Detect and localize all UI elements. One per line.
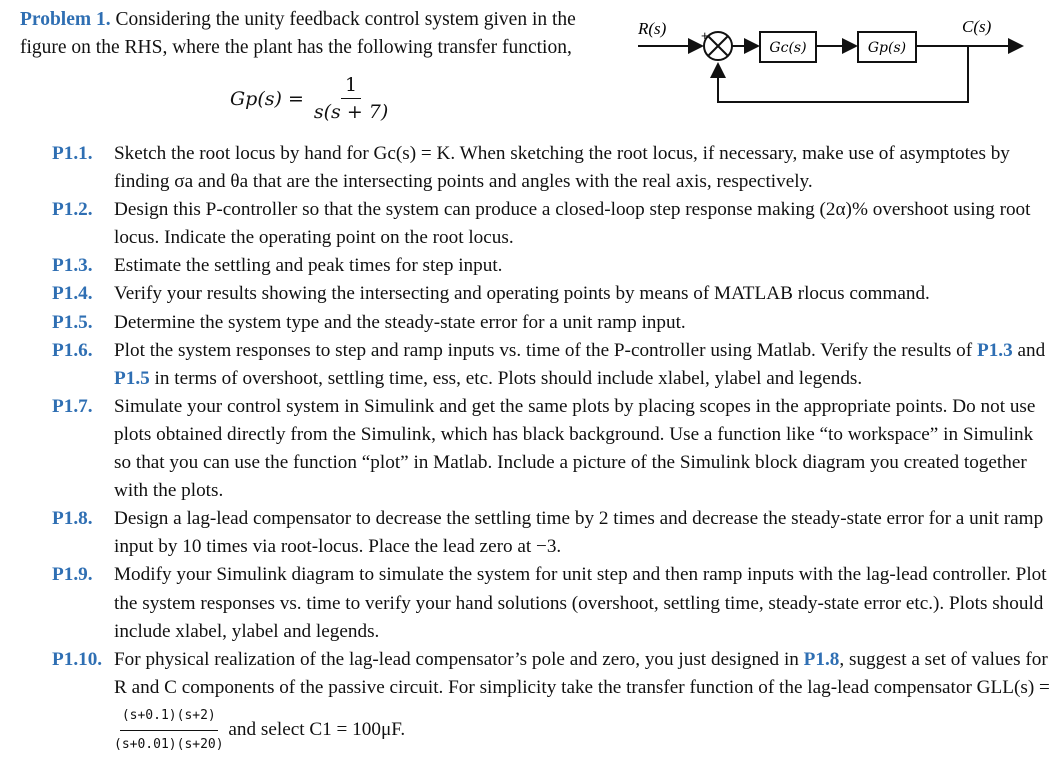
feedback-path bbox=[718, 46, 968, 102]
item-number: P1.7. bbox=[52, 395, 93, 417]
item-text bbox=[114, 646, 1052, 759]
block-diagram bbox=[630, 10, 1050, 110]
item-number: P1.8. bbox=[52, 508, 93, 530]
list-item bbox=[52, 196, 1052, 252]
item-number: P1.6. bbox=[52, 339, 93, 361]
item-text: Design this P-controller so that the system can produce a closed-loop step response making (2α)% overshoot using root locus. Indicate the operating point on the root locus. bbox=[114, 199, 1031, 249]
item-text: Sketch the root locus by hand for Gc(s) = K. When sketching the root locus, if necessary, make use of asymptotes by finding σa and θa that are the intersecting points and angles with the real axis, respectively. bbox=[114, 143, 1010, 193]
problem-intro bbox=[20, 6, 630, 62]
reference-link[interactable]: P1.8 bbox=[803, 648, 840, 670]
item-text: Simulate your control system in Simulink and get the same plots by placing scopes in the appropriate points. Do not use plots obtained directly from the Simulink, which has black background. Use a function like “to workspace” in Simulink so that you can use the function “plot” in Matlab. Include a picture of the Simulink block diagram you created together with the plots. bbox=[114, 395, 1036, 502]
controller-label: Gc(s) bbox=[769, 40, 807, 56]
item-number: P1.3. bbox=[52, 255, 93, 277]
list-item bbox=[52, 140, 1052, 196]
item-number: P1.2. bbox=[52, 199, 93, 221]
list-item bbox=[52, 393, 1052, 505]
list-item bbox=[52, 561, 1052, 645]
item-number: P1.4. bbox=[52, 283, 93, 305]
item-text-part: For physical realization of the lag-lead compensator’s pole and zero, you just designed in bbox=[114, 648, 804, 670]
item-number: P1.1. bbox=[52, 143, 93, 164]
sum-plus-sign: + bbox=[701, 28, 709, 43]
plant-label: Gp(s) bbox=[867, 40, 907, 56]
item-text bbox=[114, 337, 1052, 393]
item-text-part: in terms of overshoot, settling time, ess, etc. Plots should include xlabel, ylabel and legends. bbox=[149, 367, 863, 389]
output-label: C(s) bbox=[962, 17, 992, 36]
item-number: P1.5. bbox=[52, 311, 93, 333]
item-number: P1.9. bbox=[52, 564, 93, 586]
list-item bbox=[52, 252, 1052, 280]
plant-eq-fraction bbox=[314, 74, 388, 123]
item-text: Estimate the settling and peak times for step input. bbox=[114, 255, 503, 277]
list-item bbox=[52, 280, 1052, 308]
input-label: R(s) bbox=[638, 19, 667, 38]
item-text: Design a lag-lead compensator to decrease the settling time by 2 times and decrease the steady-state error for a unit ramp input by 10 times via root-locus. Place the lead zero at −3. bbox=[114, 508, 1044, 558]
item-text-part: , suggest a set of values for R and C components of the passive circuit. For simplicity take the transfer function of the lag-lead compensator GLL(s) = bbox=[114, 648, 1050, 698]
list-item bbox=[52, 309, 1052, 337]
reference-link[interactable]: P1.5 bbox=[114, 367, 150, 389]
plant-eq-denominator: s(s + 7) bbox=[313, 101, 389, 123]
problem-items bbox=[52, 140, 1052, 759]
plant-eq-lhs: Gp(s) = bbox=[230, 87, 304, 110]
compensator-numerator: (s+0.1)(s+2) bbox=[120, 702, 218, 731]
intro-line-1: Considering the unity feedback control system given in the bbox=[110, 9, 576, 30]
plant-eq-numerator: 1 bbox=[341, 74, 361, 99]
item-number: P1.10. bbox=[52, 648, 103, 670]
list-item bbox=[52, 646, 1052, 759]
plant-transfer-function bbox=[230, 74, 388, 123]
item-text-part: and select C1 = 100μF. bbox=[223, 718, 406, 740]
problem-title: Problem 1. bbox=[20, 9, 111, 30]
list-item bbox=[52, 337, 1052, 393]
compensator-denominator: (s+0.01)(s+20) bbox=[114, 736, 224, 752]
reference-link[interactable]: P1.3 bbox=[976, 339, 1013, 361]
item-text: Modify your Simulink diagram to simulate the system for unit step and then ramp inputs with the lag-lead controller. Plot the system responses vs. time to verify your hand solutions (overshoot, settling time, steady-state error etc.). Plots should include xlabel, ylabel and legends. bbox=[114, 564, 1047, 642]
item-text-part: Plot the system responses to step and ramp inputs vs. time of the P-controller using Matlab. Verify the results of bbox=[114, 339, 977, 361]
item-text: Determine the system type and the steady-state error for a unit ramp input. bbox=[114, 311, 686, 333]
list-item bbox=[52, 505, 1052, 561]
item-text: Verify your results showing the intersecting and operating points by means of MATLAB rlocus command. bbox=[114, 283, 930, 305]
item-text-part: and bbox=[1012, 339, 1046, 361]
intro-line-2: figure on the RHS, where the plant has the following transfer function, bbox=[20, 37, 572, 58]
compensator-fraction bbox=[114, 702, 224, 759]
